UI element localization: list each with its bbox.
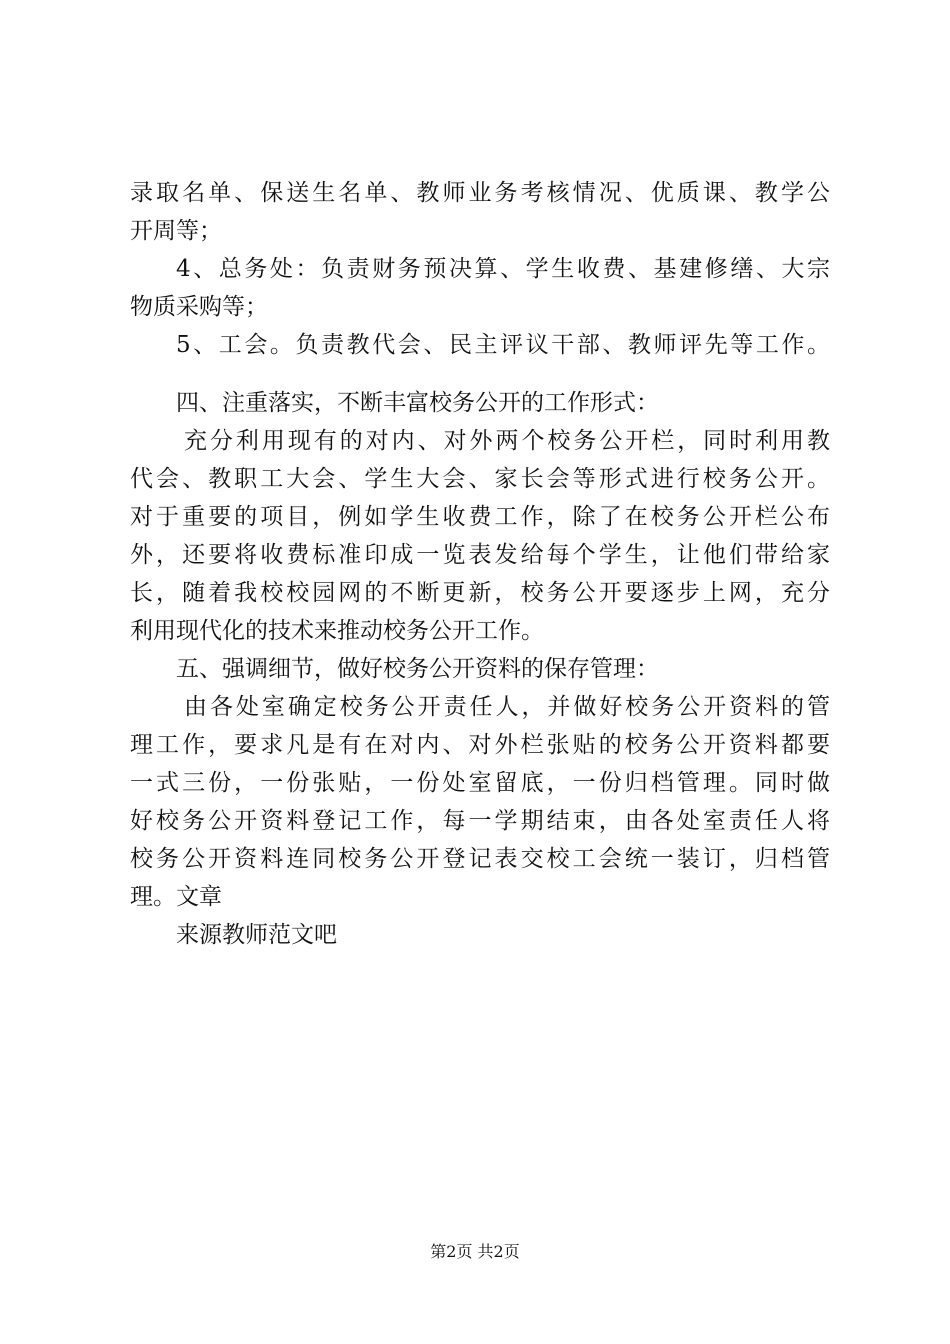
text-line: 4、总务处：负责财务预决算、学生收费、基建修缮、大宗	[176, 256, 830, 282]
section-heading: 五、强调细节，做好校务公开资料的保存管理：	[176, 656, 659, 682]
text-line: 来源教师范文吧	[176, 922, 337, 948]
text-line: 长，随着我校校园网的不断更新，校务公开要逐步上网，充分	[130, 580, 830, 606]
document-body	[130, 174, 830, 954]
text-line: 一式三份，一份张贴，一份处室留底，一份归档管理。同时做	[130, 770, 830, 796]
text-line: 物质采购等；	[130, 294, 268, 320]
text-line: 理工作，要求凡是有在对内、对外栏张贴的校务公开资料都要	[130, 732, 830, 758]
page-number-footer: 第2页 共2页	[430, 1242, 520, 1261]
paragraph-gap	[130, 364, 830, 384]
text-line: 5、工会。负责教代会、民主评议干部、教师评先等工作。	[176, 332, 830, 358]
text-line: 理。文章	[130, 884, 222, 910]
text-line: 开周等；	[130, 218, 222, 244]
text-line: 好校务公开资料登记工作，每一学期结束，由各处室责任人将	[130, 808, 830, 834]
section-heading: 四、注重落实，不断丰富校务公开的工作形式：	[176, 390, 659, 416]
text-line: 由各处室确定校务公开责任人，并做好校务公开资料的管	[184, 694, 830, 720]
text-line: 校务公开资料连同校务公开登记表交校工会统一装订，归档管	[130, 846, 830, 872]
text-line: 对于重要的项目，例如学生收费工作，除了在校务公开栏公布	[130, 504, 830, 530]
text-line: 代会、教职工大会、学生大会、家长会等形式进行校务公开。	[130, 466, 830, 492]
text-line: 充分利用现有的对内、对外两个校务公开栏，同时利用教	[184, 428, 830, 454]
text-line: 利用现代化的技术来推动校务公开工作。	[130, 618, 544, 644]
text-line: 外，还要将收费标准印成一览表发给每个学生，让他们带给家	[130, 542, 830, 568]
text-line: 录取名单、保送生名单、教师业务考核情况、优质课、教学公	[130, 180, 830, 206]
